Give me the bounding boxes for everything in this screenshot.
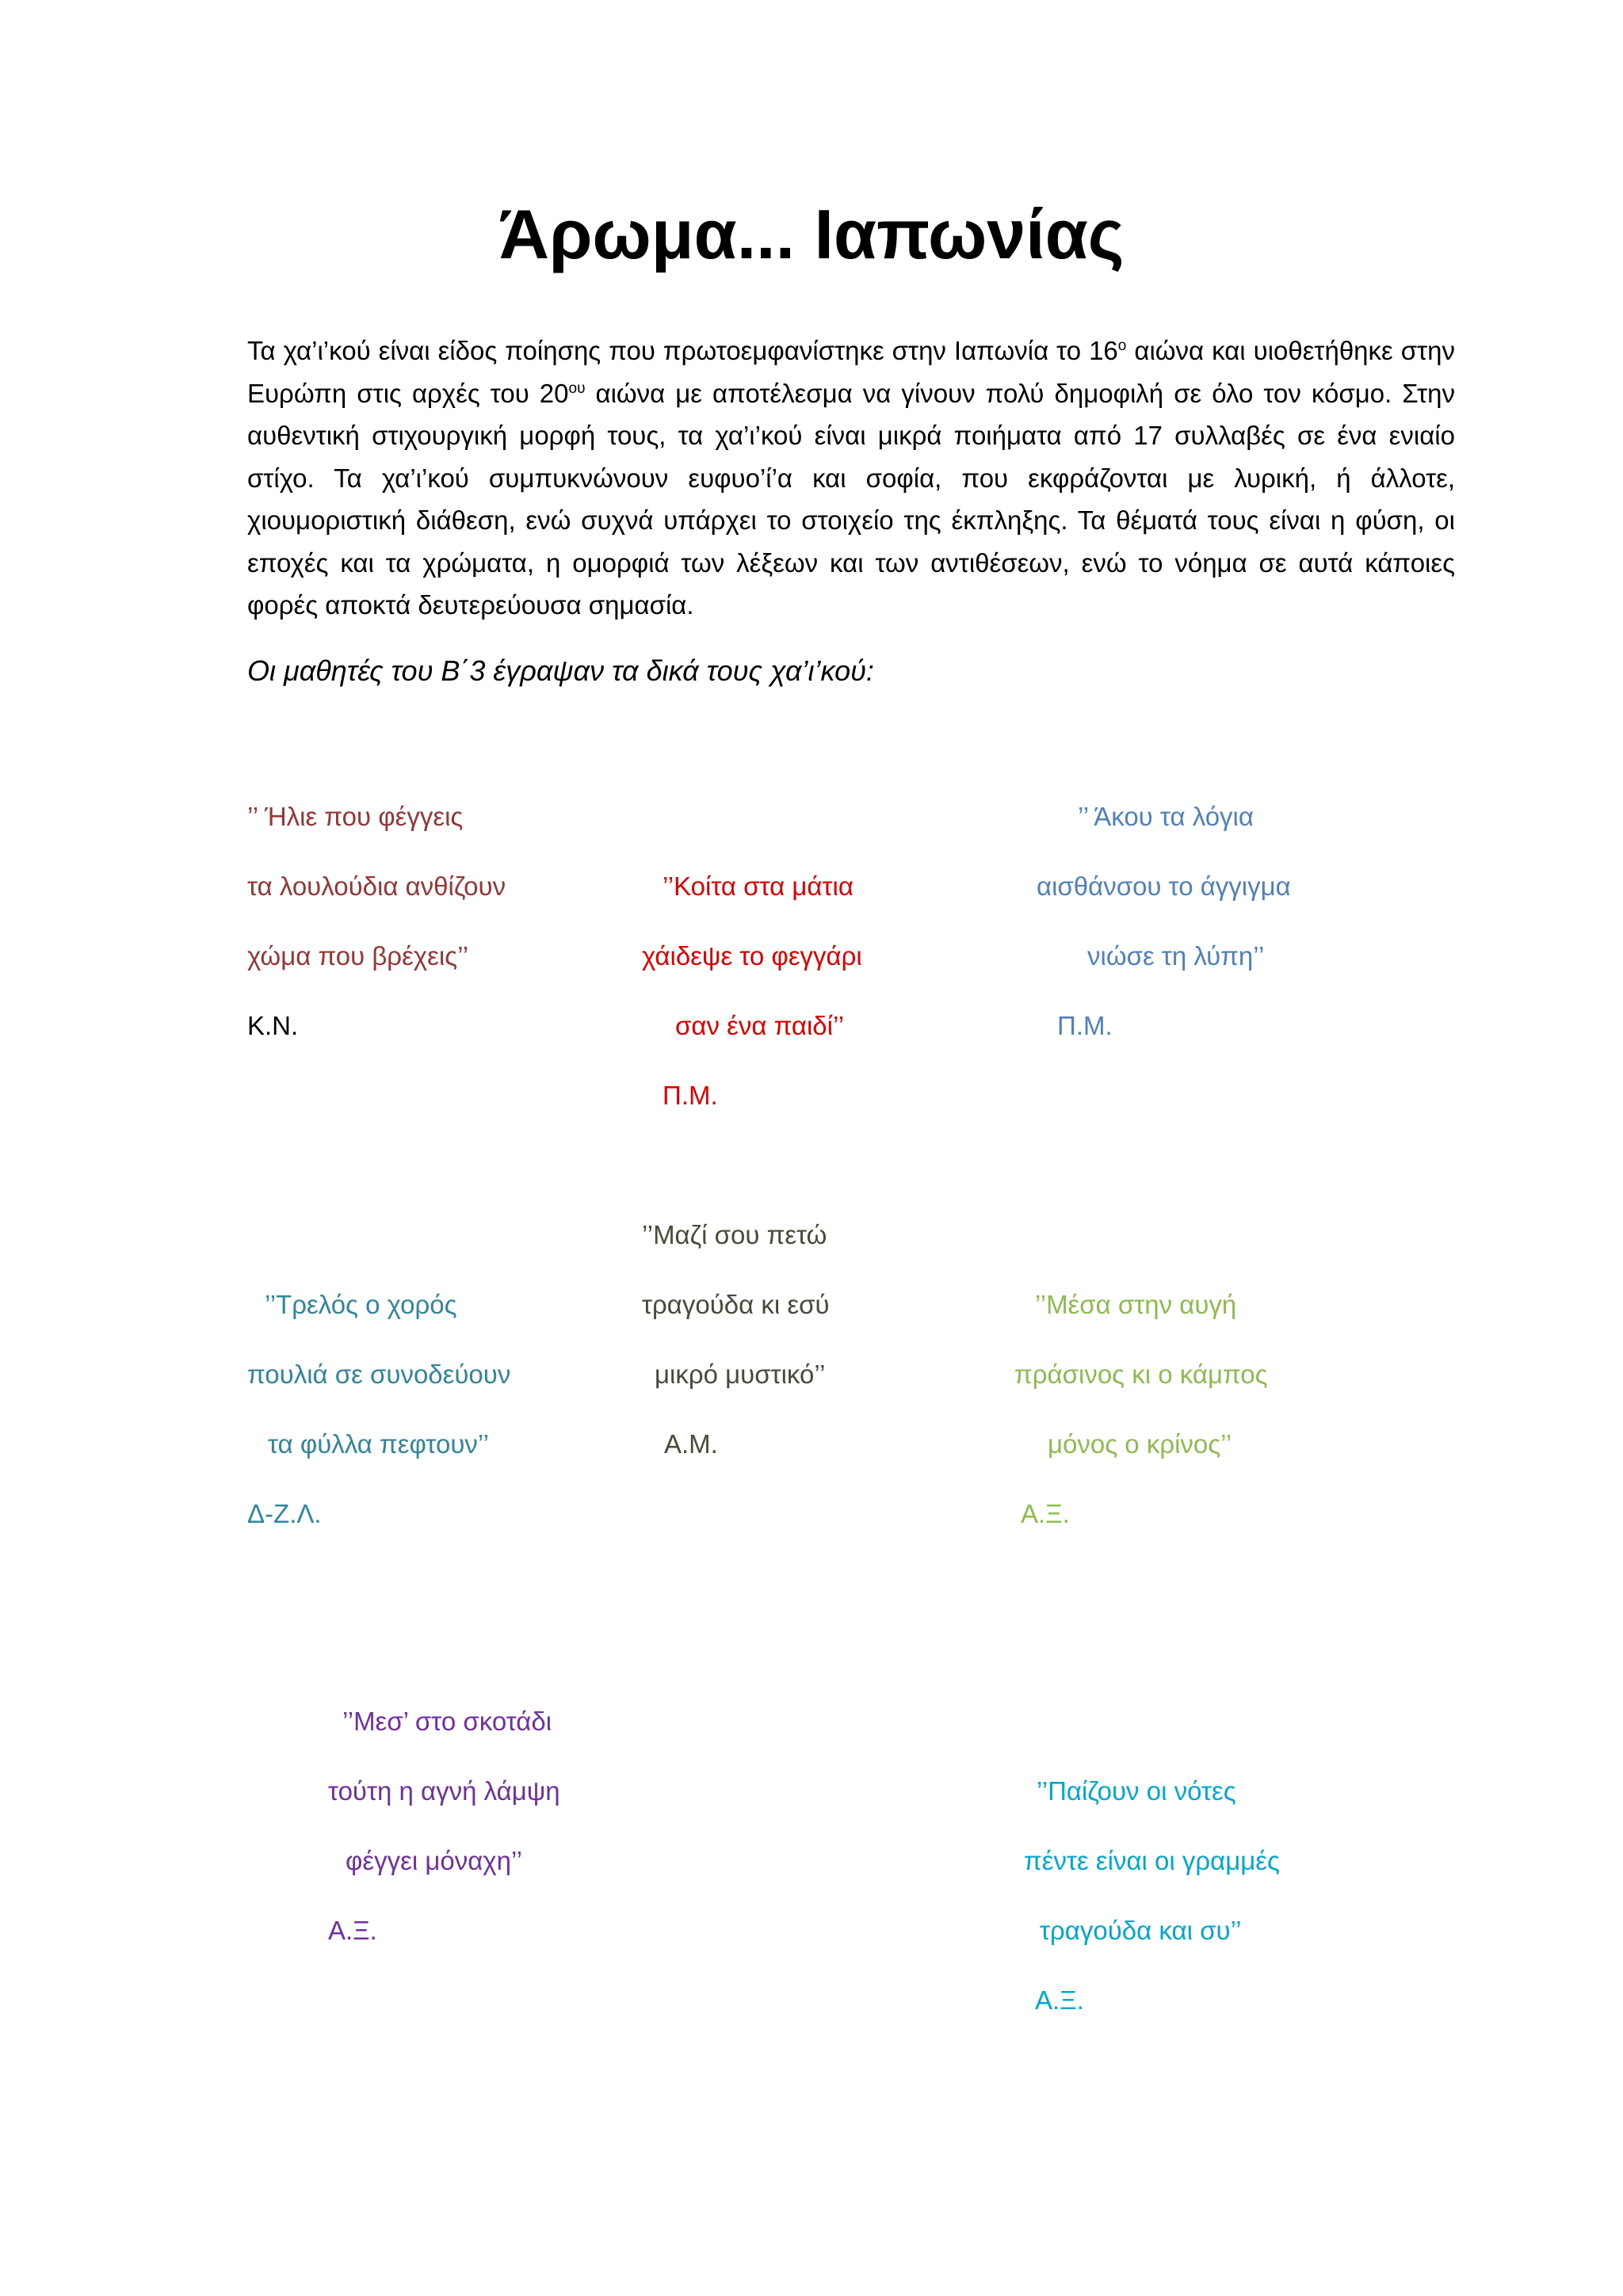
- poem-line: μόνος ο κρίνος’’: [1048, 1429, 1232, 1459]
- poem-line: τραγούδα κι εσύ: [642, 1290, 830, 1319]
- poem-author: Α.Ξ.: [1035, 1985, 1084, 2015]
- poem-line: ’’Κοίτα στα μάτια: [663, 871, 854, 901]
- intro-text-1: Τα χα’ι’κού είναι είδος ποίησης που πρωτοεμφανίστηκε στην Ιαπωνία το 16: [247, 336, 1118, 365]
- poem-line: πέντε είναι οι γραμμές: [1024, 1846, 1280, 1875]
- poem-author: Α.Μ.: [664, 1429, 718, 1459]
- poem-line: πουλιά σε συνοδεύουν: [247, 1360, 511, 1389]
- poem-line: ’’Μέσα στην αυγή: [1035, 1290, 1237, 1319]
- poem-line: τούτη η αγνή λάμψη: [328, 1776, 560, 1806]
- poem-line: αισθάνσου το άγγιγμα: [1037, 871, 1291, 901]
- poem-line: σαν ένα παιδί’’: [675, 1011, 845, 1040]
- page-title: Άρωμα... Ιαπωνίας: [498, 195, 1125, 273]
- poem-author: Π.Μ.: [1057, 1011, 1113, 1040]
- poem-line: τραγούδα και συ’’: [1040, 1916, 1242, 1945]
- intro-sup-1: ο: [1117, 338, 1127, 354]
- poem-line: νιώσε τη λύπη’’: [1087, 941, 1265, 971]
- poem-line: ’’ Ήλιε που φέγγεις: [247, 802, 464, 831]
- poem-line: χάιδεψε το φεγγάρι: [642, 941, 862, 971]
- poem-line: τα φύλλα πεφτουν’’: [268, 1429, 489, 1459]
- poem-line: ’’Τρελός ο χορός: [265, 1290, 457, 1319]
- poem-line: πράσινος κι ο κάμπος: [1014, 1360, 1268, 1389]
- poem-line: ’’Παίζουν οι νότες: [1037, 1776, 1236, 1806]
- intro-text-2: αιώνα και υιοθετήθηκε στην Ευρώπη στις αρχές του 20: [247, 336, 1456, 408]
- poem-line: τα λουλούδια ανθίζουν: [247, 871, 506, 901]
- intro-sup-2: ου: [568, 379, 586, 397]
- poem-author: Α.Ξ.: [328, 1916, 377, 1945]
- poem-author: Α.Ξ.: [1021, 1499, 1070, 1528]
- intro-paragraph: [247, 330, 1455, 627]
- poem-line: φέγγει μόναχη’’: [346, 1846, 523, 1875]
- section-subheading: Οι μαθητές του Β΄3 έγραψαν τα δικά τους χα’ι’κού:: [247, 654, 874, 687]
- poem-author: Δ-Ζ.Λ.: [247, 1499, 322, 1528]
- poem-line: χώμα που βρέχεις’’: [247, 941, 469, 971]
- poem-line: ’’Μαζί σου πετώ: [642, 1220, 827, 1249]
- intro-text-3: αιώνα με αποτέλεσμα να γίνουν πολύ δημοφιλή σε όλο τον κόσμο. Στην αυθεντική στιχουργική μορφή τους, τα χα’ι’κού είναι μικρά ποιήματα από 17 συλλαβές σε ένα ενιαίο στίχο. Τα χα’ι’κού συμπυκνώνουν ευφυο’ί’α και σοφία, που εκφράζονται με λυρική, ή άλλοτε, χιουμοριστική διάθεση, ενώ συχνά υπάρχει το στοιχείο της έκπληξης. Τα θέματά τους είναι η φύση, οι εποχές και τα χρώματα, η ομορφιά των λέξεων και των αντιθέσεων, ενώ το νόημα σε αυτά κάποιες φορές αποκτά δευτερεύουσα σημασία.: [247, 378, 1455, 620]
- poem-line: ’’Μεσ’ στο σκοτάδι: [342, 1707, 552, 1736]
- poem-author: Π.Μ.: [663, 1081, 718, 1110]
- poem-line: μικρό μυστικό’’: [655, 1360, 826, 1389]
- poem-author: Κ.Ν.: [247, 1011, 299, 1040]
- poem-line: ’’ Άκου τα λόγια: [1078, 802, 1254, 831]
